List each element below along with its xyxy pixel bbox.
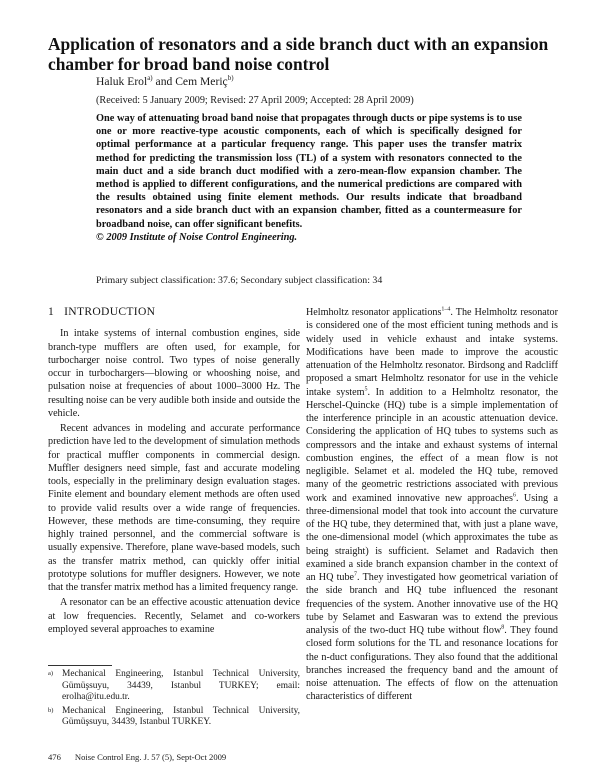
received-dates: (Received: 5 January 2009; Revised: 27 April 2009; Accepted: 28 April 2009) (96, 95, 414, 106)
section-number: 1 (48, 305, 55, 318)
footnote (48, 669, 300, 704)
citation: 7 (354, 571, 358, 578)
footnote-text: Mechanical Engineering, Istanbul Technical University, Gümüşsuyu, 34439, Istanbul TURKEY. (62, 705, 300, 728)
paragraph: A resonator can be an effective acoustic attenuation device at low frequencies. Recently, Selamet and co-workers employed several approaches to examine (48, 597, 300, 635)
text-run: Helmholtz resonator applications (306, 307, 442, 318)
abstract (96, 112, 522, 244)
subject-classification: Primary subject classification: 37.6; Secondary subject classification: 34 (96, 275, 383, 286)
paper-title: Application of resonators and a side branch duct with an expansion chamber for broad band noise control (48, 34, 549, 74)
journal-citation: Noise Control Eng. J. 57 (5), Sept-Oct 2009 (74, 752, 227, 762)
footnote-text: Mechanical Engineering, Istanbul Technical University, Gümüşsuyu, 34439, Istanbul TURKEY; email: erolha@itu.edu.tr. (62, 669, 300, 703)
author-2-mark: b) (227, 74, 234, 82)
section-heading (48, 305, 300, 318)
paragraph: Recent advances in modeling and accurate performance prediction have led to the development of simulation methods for practical muffler components in commercial design. Muffler designers need simple, fast and accurate modeling tools, especially in the preliminary design evaluation stages. Finite element and boundary element methods are often used to provide valid results over a wide range of frequencies. However, these methods are time-consuming, they require highly trained personnel, and the commercial software is usually expensive. Therefore, plane wave-based models, such as the transfer matrix method, can quickly offer initial prototype solutions for muffler designers. However, we note that the transfer matrix method has a limited frequency range. (48, 423, 300, 593)
footnote-mark: a) (48, 670, 54, 677)
text-run: . Using a three-dimensional model that took into account the curvature of the HQ tube, they determined that, with just a plane wave, the one-dimensional model (which approximates the tube as being straight) is sufficient. Selamet and Radavich then examined a side branch expansion chamber in the context of an HQ tube (306, 492, 558, 583)
citation: 8 (501, 624, 505, 631)
citation: 6 (512, 492, 516, 499)
author-1: Haluk Erol (96, 74, 148, 88)
citation: 5 (364, 386, 368, 393)
author-2: Cem Meriç (175, 74, 228, 88)
text-run: . The Helmholtz resonator is considered one of the most efficient tuning methods and is widely used in vehicle exhaust and intake systems. Modifications have been made to improve the acoustic attenuation of the Helmholtz resonator. Birdsong and Radcliff proposed a smart Helmholtz resonator for use in the vehicle intake system (306, 307, 558, 398)
section-title: INTRODUCTION (64, 305, 156, 318)
page-number: 476 (48, 752, 61, 762)
text-run: . They investigated how geometrical variation of the side branch and HQ tube influenced the resonant frequencies of the system. Another innovative use of the HQ tube by Selamet and Easwaran was to extend the previous analysis of the two-duct HQ tube without flow (306, 572, 558, 636)
right-column (306, 306, 558, 704)
footnote-divider (48, 665, 112, 666)
footnote-mark: b) (48, 706, 54, 714)
paragraph: In intake systems of internal combustion engines, side branch-type mufflers are often used, for example, for turbocharger noise control. Two types of noise generally occur in turbochargers—blowing or whooshing noise, and pulsation noise at frequencies of about 1000–3000 Hz. The resulting noise can be very audible both inside and outside the vehicle. (48, 328, 300, 419)
authors (96, 74, 234, 88)
citation: 1–4 (441, 306, 451, 313)
copyright: © 2009 Institute of Noise Control Engineering. (96, 231, 298, 243)
footnote (48, 706, 300, 729)
page-footer (48, 752, 226, 762)
left-column (48, 305, 300, 636)
paragraph (306, 306, 558, 704)
text-run: . In addition to a Helmholtz resonator, the Herschel-Quincke (HQ) tube is a simple implementation of the interference principle in an acoustic attenuation device. Considering the application of HQ tubes to systems such as compressors and the intake and exhaust systems of internal combustion engines, the effect of a mean flow is not negligible. Selamet et al. modeled the HQ tube, removed many of the geometric restrictions associated with previous work and examined innovative new approaches (306, 386, 558, 504)
author-1-mark: a) (147, 74, 153, 82)
text-run: . They found closed form solutions for the TL and resonance locations for the n-duct configurations. They also found that the additional branches increased the frequency band and the amount of noise attenuation. The effects of flow on the attenuation characteristics of different (306, 625, 558, 703)
author-conjunction: and (152, 74, 176, 88)
abstract-text: One way of attenuating broad band noise that propagates through ducts or pipe systems is to use one or more reactive-type acoustic components, each of which is specifically designed for optimal performance at a particular frequency range. This paper uses the transfer matrix method for predicting the transmission loss (TL) of a system with resonators connected to the main duct and a side branch duct modified with a zero-mean-flow expansion chamber. The method is applied to different configurations, and the numerical predictions are compared with the results obtained using finite element methods. Our results indicate that broadband resonators and a side branch duct with an expansion chamber, fitted as a countermeasure for broadband noise, can offer significant benefits. (96, 113, 522, 230)
footnotes (48, 669, 300, 731)
